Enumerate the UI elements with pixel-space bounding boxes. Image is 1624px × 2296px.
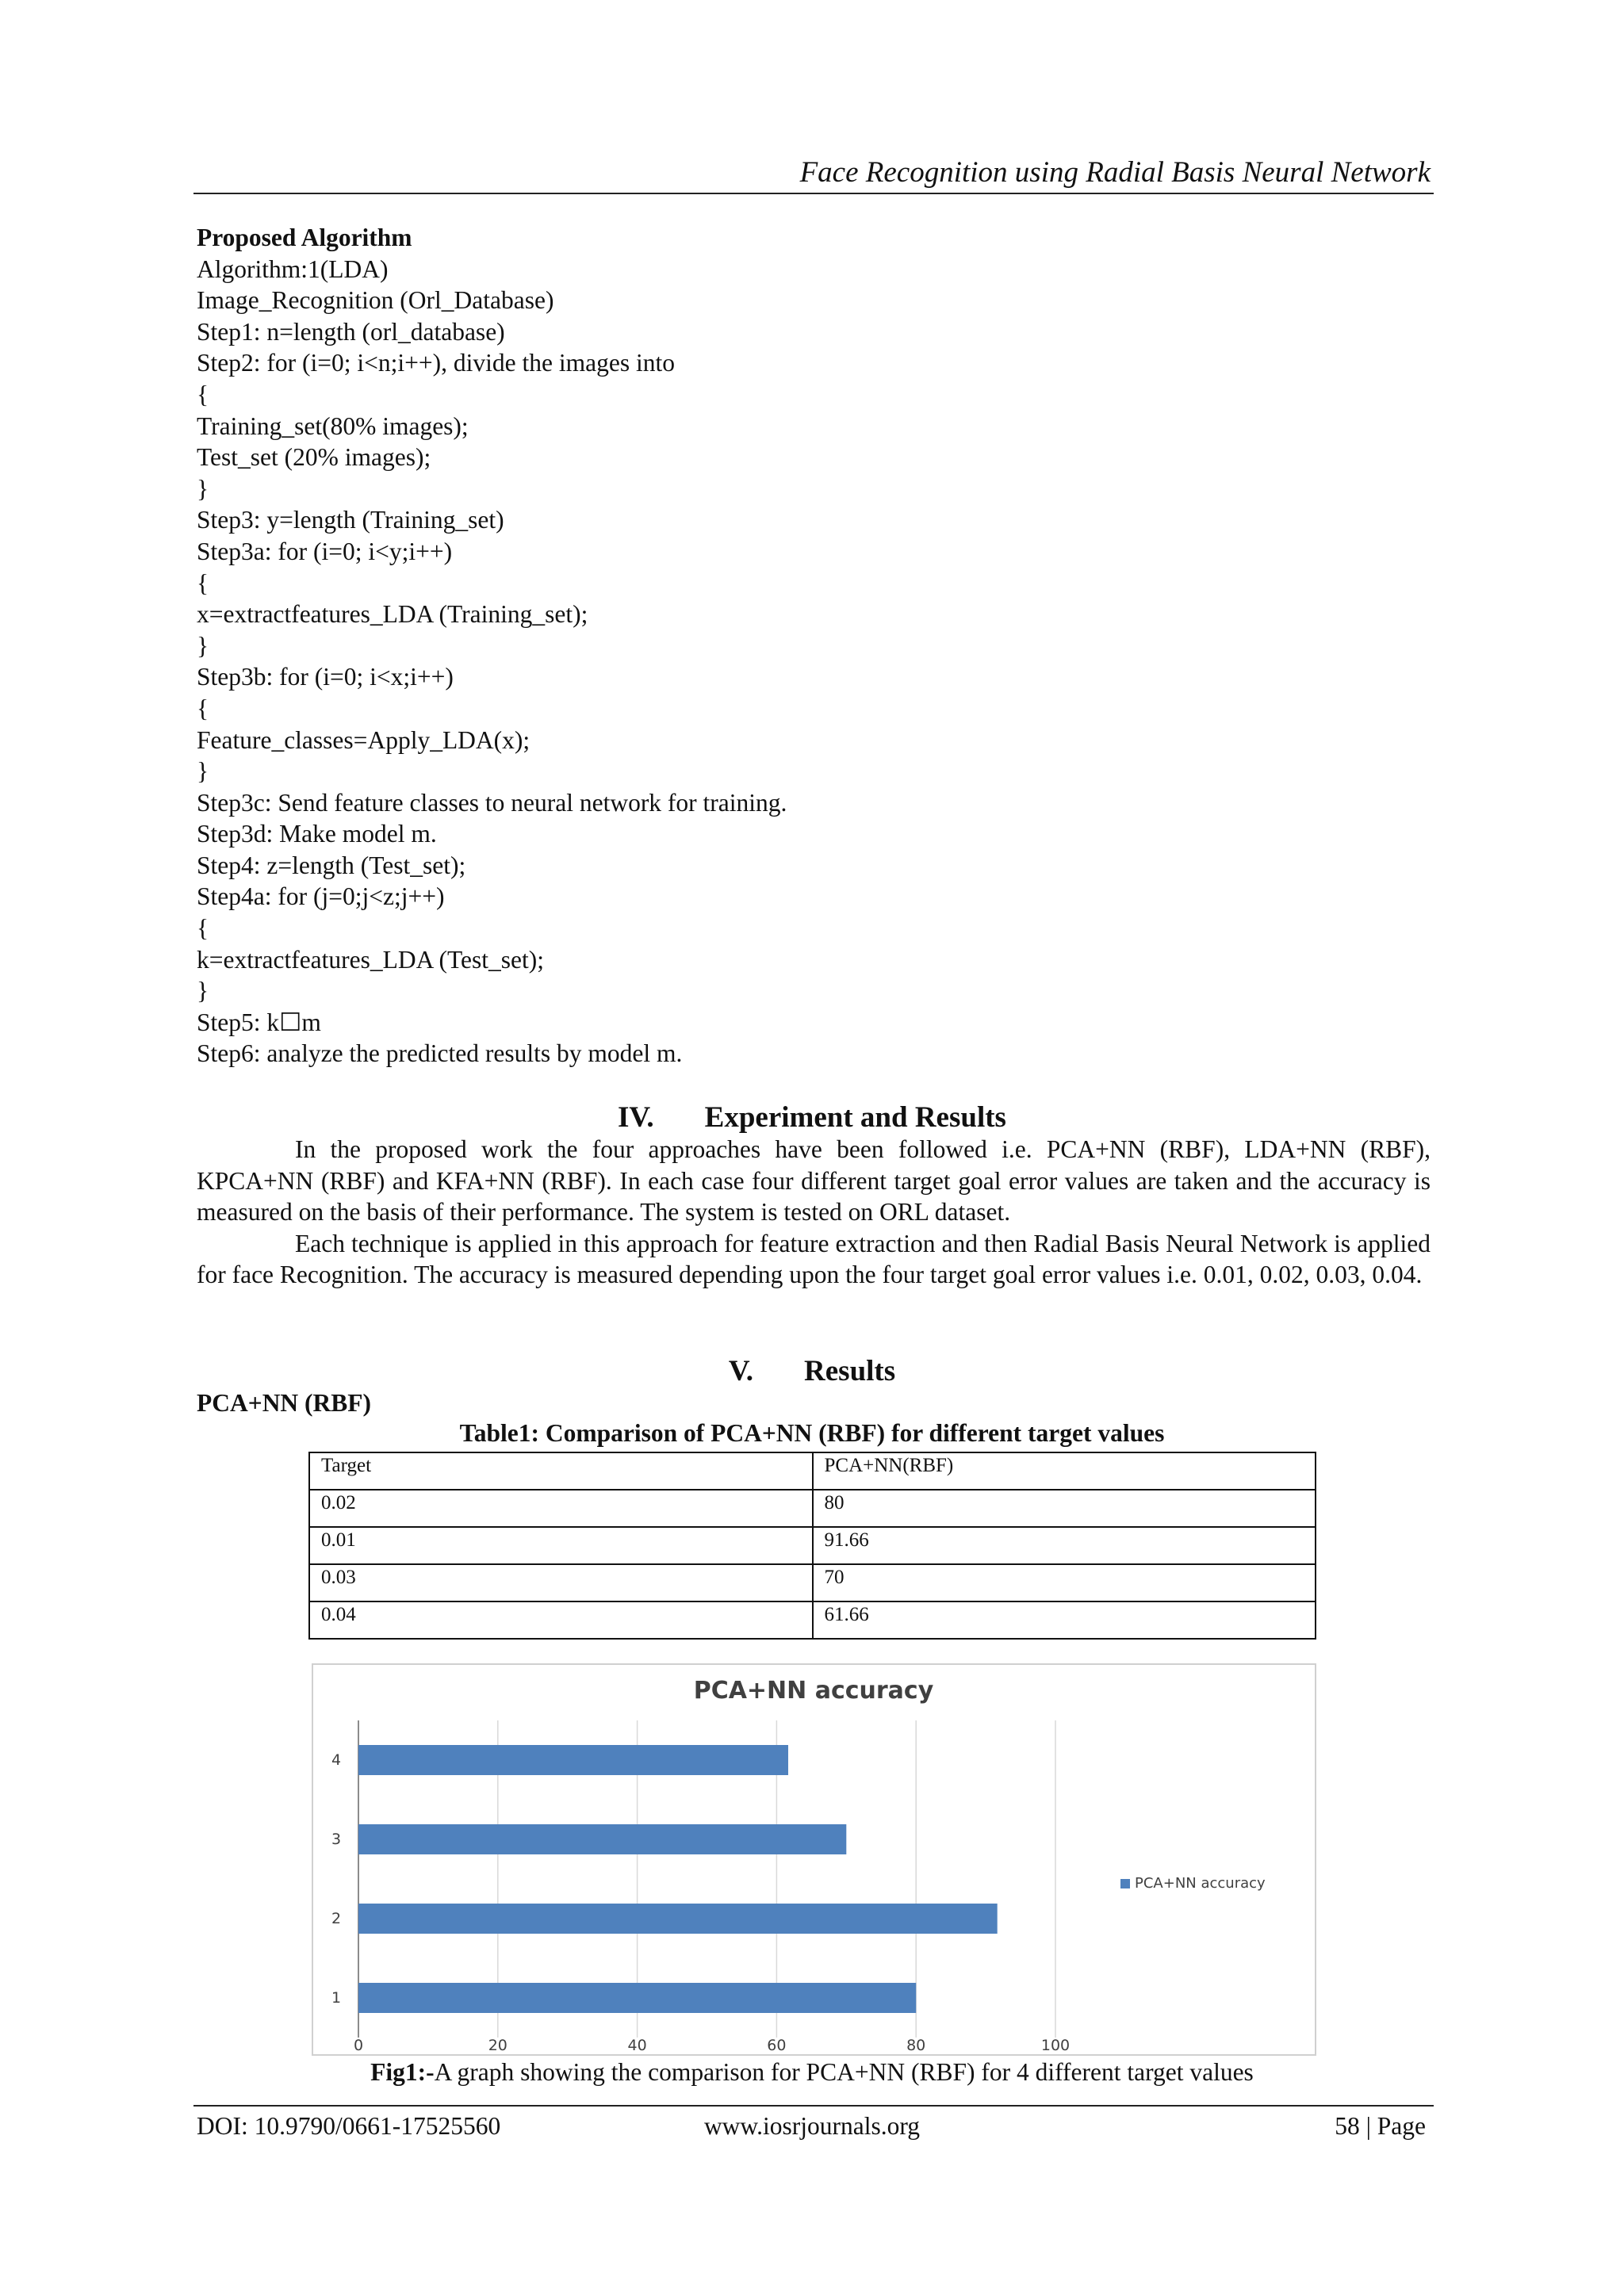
table-cell: 91.66 — [813, 1527, 1316, 1564]
algorithm-line: Step5: k☐m — [197, 1008, 321, 1036]
algorithm-block — [197, 222, 1434, 1070]
table-row — [309, 1601, 1316, 1639]
y-tick-label: 2 — [331, 1910, 342, 1927]
algorithm-line: } — [197, 757, 209, 786]
footer-page-number: 58 | Page — [1335, 2112, 1426, 2140]
section-5-title: Results — [804, 1355, 896, 1387]
table-header-row — [309, 1452, 1316, 1490]
algorithm-line: Test_set (20% images); — [197, 443, 431, 472]
x-tick-label: 60 — [767, 2037, 787, 2054]
chart-frame — [312, 1663, 1316, 2056]
figure-caption-label: Fig1:- — [370, 2058, 435, 2086]
section-5-number: V. — [728, 1355, 754, 1387]
x-tick-label: 20 — [488, 2037, 508, 2054]
table-cell: 80 — [813, 1490, 1316, 1527]
algorithm-line: Step3d: Make model m. — [197, 820, 437, 848]
paragraph: In the proposed work the four approaches have been followed i.e. PCA+NN (RBF), LDA+NN (RBF), KPCA+NN (RBF) and KFA+NN (RBF). In each case four different target goal error values are taken and the accuracy is measured on the basis of their performance. The system is tested on ORL dataset. — [197, 1135, 1431, 1226]
algorithm-heading: Proposed Algorithm — [197, 224, 412, 251]
algorithm-line: Algorithm:1(LDA) — [197, 254, 389, 283]
algorithm-line: Step4a: for (j=0;j<z;j++) — [197, 882, 445, 911]
algorithm-line: Step3: y=length (Training_set) — [197, 506, 504, 534]
footer-divider — [193, 2105, 1434, 2107]
x-tick-label: 100 — [1040, 2037, 1071, 2054]
algorithm-line: Step2: for (i=0; i<n;i++), divide the images into — [197, 349, 675, 377]
section-4-heading — [0, 1100, 1624, 1135]
algorithm-line: k=extractfeatures_LDA (Test_set); — [197, 945, 545, 974]
table-header-cell: PCA+NN(RBF) — [813, 1452, 1316, 1490]
y-tick-label: 3 — [331, 1831, 342, 1848]
bar-chart — [313, 1665, 1315, 2054]
table-cell: 61.66 — [813, 1601, 1316, 1639]
bar-4 — [358, 1745, 788, 1775]
table-row — [309, 1527, 1316, 1564]
bar-3 — [358, 1824, 846, 1854]
algorithm-line: } — [197, 977, 209, 1005]
table-cell: 0.01 — [309, 1527, 813, 1564]
x-tick-label: 0 — [353, 2037, 364, 2054]
subsection-heading: PCA+NN (RBF) — [197, 1389, 372, 1417]
bar-1 — [358, 1983, 916, 2013]
section-5-heading — [0, 1354, 1624, 1388]
legend-swatch — [1120, 1879, 1130, 1888]
chart-title: PCA+NN accuracy — [693, 1677, 934, 1705]
table-cell: 0.04 — [309, 1601, 813, 1639]
section-4-title: Experiment and Results — [704, 1101, 1006, 1134]
algorithm-line: Feature_classes=Apply_LDA(x); — [197, 725, 530, 754]
footer-website: www.iosrjournals.org — [703, 2112, 921, 2140]
algorithm-line: } — [197, 631, 209, 660]
figure-caption — [0, 2058, 1624, 2087]
table-cell: 0.03 — [309, 1564, 813, 1601]
algorithm-line: Step3c: Send feature classes to neural network for training. — [197, 788, 787, 817]
section-4-number: IV. — [618, 1101, 654, 1134]
table-row — [309, 1564, 1316, 1601]
figure-caption-text: A graph showing the comparison for PCA+NN (RBF) for 4 different target values — [434, 2058, 1254, 2086]
paragraph: Each technique is applied in this approach for feature extraction and then Radial Basis Neural Network is applied for face Recognition. The accuracy is measured depending upon the four target goal error values i.e. 0.01, 0.02, 0.03, 0.04. — [197, 1229, 1431, 1289]
algorithm-line: Image_Recognition (Orl_Database) — [197, 286, 554, 315]
x-tick-label: 80 — [906, 2037, 926, 2054]
algorithm-line: { — [197, 568, 209, 597]
algorithm-line: { — [197, 914, 209, 943]
table-header-cell: Target — [309, 1452, 813, 1490]
legend-label: PCA+NN accuracy — [1135, 1875, 1266, 1892]
algorithm-line: Step1: n=length (orl_database) — [197, 317, 505, 346]
table-cell: 0.02 — [309, 1490, 813, 1527]
table-cell: 70 — [813, 1564, 1316, 1601]
algorithm-line: { — [197, 694, 209, 722]
table-caption: Table1: Comparison of PCA+NN (RBF) for different target values — [459, 1419, 1165, 1447]
algorithm-line: Step4: z=length (Test_set); — [197, 851, 466, 879]
algorithm-line: } — [197, 474, 209, 503]
algorithm-line: Step3b: for (i=0; i<x;i++) — [197, 663, 454, 691]
header-divider — [193, 193, 1434, 194]
section-4-body — [197, 1134, 1431, 1291]
table-row — [309, 1490, 1316, 1527]
y-tick-label: 4 — [331, 1751, 342, 1769]
x-tick-label: 40 — [627, 2037, 647, 2054]
algorithm-line: Step3a: for (i=0; i<y;i++) — [197, 537, 453, 565]
algorithm-line: { — [197, 380, 209, 408]
bar-2 — [358, 1904, 998, 1934]
comparison-table — [308, 1452, 1316, 1640]
algorithm-line: Training_set(80% images); — [197, 411, 469, 440]
footer-doi: DOI: 10.9790/0661-17525560 — [197, 2112, 501, 2140]
algorithm-line: Step6: analyze the predicted results by model m. — [197, 1039, 683, 1068]
algorithm-line: x=extractfeatures_LDA (Training_set); — [197, 600, 588, 629]
running-header-title: Face Recognition using Radial Basis Neural Network — [799, 156, 1431, 189]
y-tick-label: 1 — [331, 1989, 342, 2007]
